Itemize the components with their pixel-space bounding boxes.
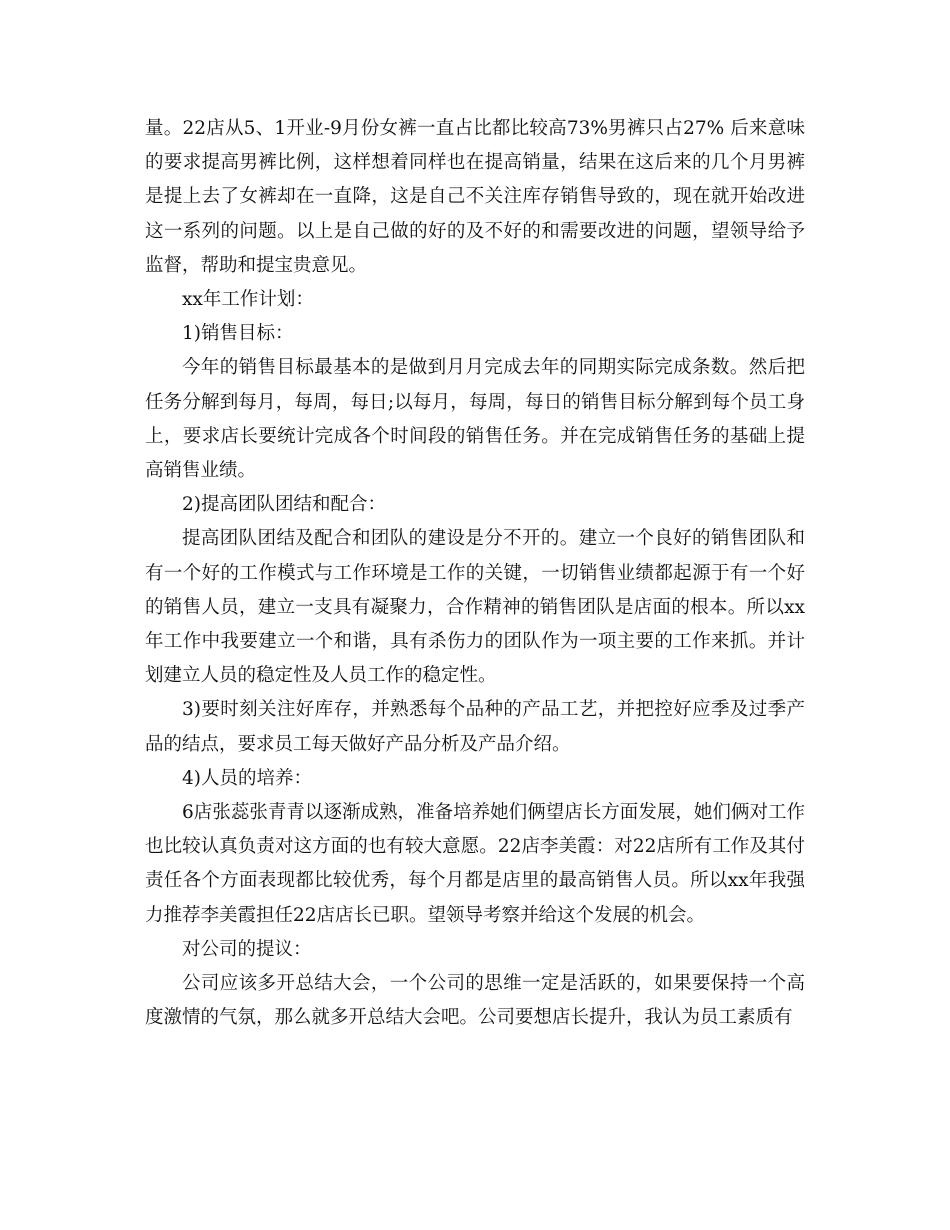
heading-sales-target: 1)销售目标：	[182, 323, 294, 345]
document-page	[145, 112, 805, 1035]
heading-staff-training: 4)人员的培养：	[182, 767, 312, 789]
heading-company-suggestions: 对公司的提议：	[182, 938, 312, 960]
paragraph-staff-training: 6店张蕊张青青以逐渐成熟，准备培养她们俩望店长方面发展，她们俩对工作也比较认真负责对这方面的也有较大意愿。22店李美霞：对22店所有工作及其付责任各个方面表现都比较优秀，每个月都是店里的最高销售人员。所以xx年我强力推荐李美霞担任22店店长已职。望领导考察并给这个发展的机会。	[145, 802, 805, 926]
paragraph-team-unity: 提高团队团结及配合和团队的建设是分不开的。建立一个良好的销售团队和有一个好的工作模式与工作环境是工作的关键，一切销售业绩都起源于有一个好的销售人员，建立一支具有凝聚力，合作精神的销售团队是店面的根本。所以xx年工作中我要建立一个和谐，具有杀伤力的团队作为一项主要的工作来抓。并计划建立人员的稳定性及人员工作的稳定性。	[145, 528, 805, 687]
heading-work-plan: xx年工作计划：	[182, 289, 314, 311]
paragraph-company-suggestions: 公司应该多开总结大会，一个公司的思维一定是活跃的，如果要保持一个高度激情的气氛，那么就多开总结大会吧。公司要想店长提升，我认为员工素质有	[145, 973, 805, 1029]
paragraph-sales-target: 今年的销售目标最基本的是做到月月完成去年的同期实际完成条数。然后把任务分解到每月，每周，每日;以每月，每周，每日的销售目标分解到每个员工身上，要求店长要统计完成各个时间段的销售任务。并在完成销售任务的基础上提高销售业绩。	[145, 357, 805, 482]
heading-team-unity: 2)提高团队团结和配合：	[182, 494, 386, 516]
paragraph-sales-analysis: 量。22店从5、1开业-9月份女裤一直占比都比较高73%男裤只占27% 后来意味的要求提高男裤比例，这样想着同样也在提高销量，结果在这后来的几个月男裤是提上去了女裤却在一直降，这是自己不关注库存销售导致的，现在就开始改进这一系列的问题。以上是自己做的好的及不好的和需要改进的问题，望领导给予监督，帮助和提宝贵意见。	[145, 118, 805, 276]
paragraph-inventory: 3)要时刻关注好库存，并熟悉每个品种的产品工艺，并把控好应季及过季产品的结点，要求员工每天做好产品分析及产品介绍。	[145, 699, 805, 755]
